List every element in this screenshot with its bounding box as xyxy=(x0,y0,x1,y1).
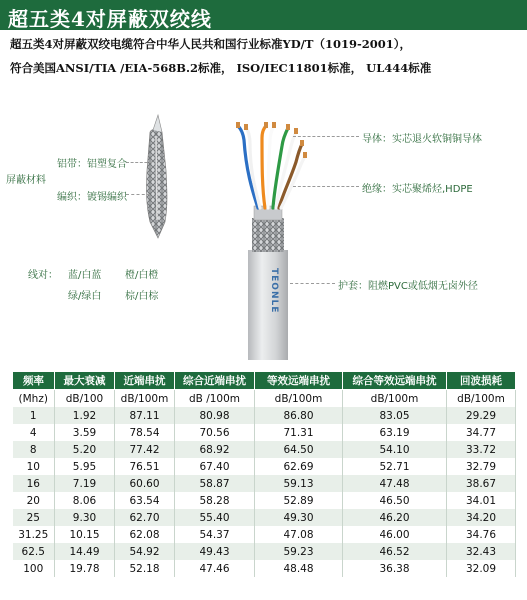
table-cell: 52.71 xyxy=(343,458,447,475)
table-cell: 83.05 xyxy=(343,407,447,424)
table-cell: 49.30 xyxy=(255,509,343,526)
table-cell: 5.20 xyxy=(55,441,115,458)
table-cell: 7.19 xyxy=(55,475,115,492)
table-row xyxy=(13,458,516,475)
header-pselfext: 综合等效远端串扰 xyxy=(343,372,447,390)
table-cell: 47.48 xyxy=(343,475,447,492)
table-cell: 78.54 xyxy=(115,424,175,441)
table-cell: 62.5 xyxy=(13,543,55,560)
table-cell: 49.43 xyxy=(175,543,255,560)
table-cell: 34.01 xyxy=(447,492,516,509)
leader-braid xyxy=(126,194,150,195)
table-cell: 36.38 xyxy=(343,560,447,577)
cable-braid xyxy=(252,218,284,252)
cable-jacket xyxy=(248,250,288,360)
table-cell: 48.48 xyxy=(255,560,343,577)
table-row xyxy=(13,509,516,526)
unit-cell: (Mhz) xyxy=(13,390,55,408)
table-cell: 33.72 xyxy=(447,441,516,458)
table-cell: 8.06 xyxy=(55,492,115,509)
title-banner xyxy=(0,0,527,30)
table-cell: 68.92 xyxy=(175,441,255,458)
table-cell: 31.25 xyxy=(13,526,55,543)
table-cell: 52.18 xyxy=(115,560,175,577)
table-cell: 55.40 xyxy=(175,509,255,526)
table-cell: 54.10 xyxy=(343,441,447,458)
table-cell: 59.13 xyxy=(255,475,343,492)
table-cell: 38.67 xyxy=(447,475,516,492)
table-row xyxy=(13,424,516,441)
table-cell: 46.52 xyxy=(343,543,447,560)
table-cell: 80.98 xyxy=(175,407,255,424)
leader-foil xyxy=(126,162,152,163)
callout-jacket: 护套：阻燃PVC或低烟无卤外径 xyxy=(338,281,478,292)
table-cell: 32.09 xyxy=(447,560,516,577)
table-row xyxy=(13,560,516,577)
callout-pair-brown: 棕/白棕 xyxy=(125,291,159,302)
unit-cell: dB/100m xyxy=(343,390,447,408)
intro-line-1: 超五类4对屏蔽双绞电缆符合中华人民共和国行业标准YD/T（1019-2001）， xyxy=(10,37,411,51)
table-cell: 63.19 xyxy=(343,424,447,441)
table-cell: 16 xyxy=(13,475,55,492)
callout-pairs-label: 线对： xyxy=(28,270,58,281)
table-cell: 62.69 xyxy=(255,458,343,475)
unit-cell: dB/100m xyxy=(447,390,516,408)
twisted-pairs xyxy=(238,126,305,208)
table-cell: 64.50 xyxy=(255,441,343,458)
header-elfext: 等效远端串扰 xyxy=(255,372,343,390)
table-cell: 25 xyxy=(13,509,55,526)
header-next: 近端串扰 xyxy=(115,372,175,390)
table-row xyxy=(13,407,516,424)
table-row xyxy=(13,475,516,492)
table-cell: 3.59 xyxy=(55,424,115,441)
table-cell: 8 xyxy=(13,441,55,458)
page-title: 超五类4对屏蔽双绞线 xyxy=(8,7,212,31)
cable-brand-text: TEONLE xyxy=(269,268,279,314)
table-row xyxy=(13,526,516,543)
table-header-row xyxy=(13,372,516,390)
callout-braid: 编织：镀锡编织 xyxy=(57,192,127,203)
table-cell: 34.76 xyxy=(447,526,516,543)
table-cell: 76.51 xyxy=(115,458,175,475)
cable-illustration xyxy=(0,110,527,360)
header-psnext: 综合近端串扰 xyxy=(175,372,255,390)
callout-pair-green: 绿/绿白 xyxy=(68,291,102,302)
table-cell: 46.20 xyxy=(343,509,447,526)
callout-pair-blue: 蓝/白蓝 xyxy=(68,270,102,281)
callout-foil: 铝带：铝塑复合 xyxy=(57,159,127,170)
table-cell: 67.40 xyxy=(175,458,255,475)
spec-table xyxy=(12,371,516,577)
table-cell: 10.15 xyxy=(55,526,115,543)
table-cell: 62.70 xyxy=(115,509,175,526)
table-cell: 9.30 xyxy=(55,509,115,526)
table-unit-row xyxy=(13,390,516,408)
table-cell: 60.60 xyxy=(115,475,175,492)
table-cell: 20 xyxy=(13,492,55,509)
callout-conductor: 导体：实芯退火软铜铜导体 xyxy=(362,134,482,145)
unit-cell: dB /100m xyxy=(175,390,255,408)
table-cell: 62.08 xyxy=(115,526,175,543)
table-cell: 47.08 xyxy=(255,526,343,543)
header-max-attenuation: 最大衰减 xyxy=(55,372,115,390)
table-cell: 100 xyxy=(13,560,55,577)
callout-shield-material: 屏蔽材料 xyxy=(6,175,46,186)
table-cell: 86.80 xyxy=(255,407,343,424)
table-cell: 14.49 xyxy=(55,543,115,560)
table-cell: 58.87 xyxy=(175,475,255,492)
unit-cell: dB/100m xyxy=(255,390,343,408)
shield-sample xyxy=(146,115,167,238)
table-row xyxy=(13,492,516,509)
table-cell: 46.50 xyxy=(343,492,447,509)
intro-line-2: 符合美国ANSI/TIA /EIA-568B.2标准， ISO/IEC11801标准， UL444标准 xyxy=(10,61,432,75)
table-cell: 46.00 xyxy=(343,526,447,543)
table-cell: 54.37 xyxy=(175,526,255,543)
table-cell: 1.92 xyxy=(55,407,115,424)
leader-conductor xyxy=(293,136,359,137)
table-cell: 4 xyxy=(13,424,55,441)
table-cell: 10 xyxy=(13,458,55,475)
table-cell: 34.20 xyxy=(447,509,516,526)
table-row xyxy=(13,543,516,560)
callout-insulation: 绝缘：实芯聚烯烃,HDPE xyxy=(362,184,473,195)
unit-cell: dB/100m xyxy=(115,390,175,408)
table-cell: 34.77 xyxy=(447,424,516,441)
table-cell: 59.23 xyxy=(255,543,343,560)
table-cell: 77.42 xyxy=(115,441,175,458)
table-cell: 54.92 xyxy=(115,543,175,560)
table-cell: 1 xyxy=(13,407,55,424)
header-return-loss: 回波损耗 xyxy=(447,372,516,390)
header-frequency: 频率 xyxy=(13,372,55,390)
table-cell: 32.43 xyxy=(447,543,516,560)
table-cell: 29.29 xyxy=(447,407,516,424)
table-cell: 71.31 xyxy=(255,424,343,441)
leader-insulation xyxy=(293,186,359,187)
table-cell: 47.46 xyxy=(175,560,255,577)
table-cell: 52.89 xyxy=(255,492,343,509)
table-cell: 70.56 xyxy=(175,424,255,441)
table-cell: 19.78 xyxy=(55,560,115,577)
table-cell: 63.54 xyxy=(115,492,175,509)
callout-pair-orange: 橙/白橙 xyxy=(125,270,159,281)
table-cell: 32.79 xyxy=(447,458,516,475)
table-cell: 87.11 xyxy=(115,407,175,424)
table-row xyxy=(13,441,516,458)
table-cell: 58.28 xyxy=(175,492,255,509)
leader-jacket xyxy=(290,283,335,284)
unit-cell: dB/100 xyxy=(55,390,115,408)
table-cell: 5.95 xyxy=(55,458,115,475)
